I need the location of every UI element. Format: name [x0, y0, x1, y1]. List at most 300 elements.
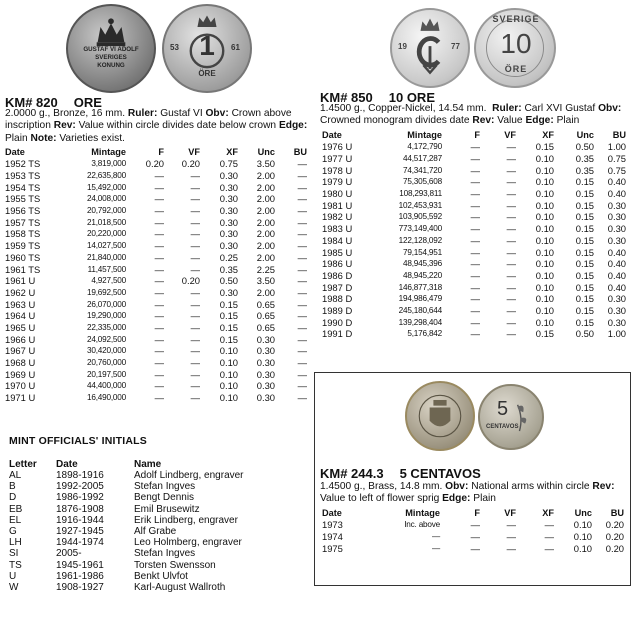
km244-obverse-coin [405, 381, 475, 451]
table-cell: — [470, 316, 480, 328]
table-cell: 0.35 [575, 164, 594, 176]
km820-note-label: Note: [30, 132, 57, 144]
table-cell: — [506, 328, 516, 340]
table-cell: — [470, 188, 480, 200]
column-header: BU [612, 130, 626, 140]
table-cell: 1989 D [322, 304, 353, 316]
table-cell: — [470, 234, 480, 246]
table-cell: — [544, 519, 554, 531]
table-cell: 15,492,000 [87, 182, 126, 192]
table-cell: 0.35 [219, 263, 238, 275]
table-cell: 2.25 [256, 263, 275, 275]
km820-edge-label: Edge: [278, 120, 308, 132]
table-cell: — [297, 158, 307, 170]
table-cell: Adolf Lindberg, engraver [134, 470, 244, 482]
table-cell: — [470, 542, 480, 554]
table-cell: — [506, 519, 516, 531]
table-row [322, 153, 626, 165]
table-cell: 0.10 [535, 211, 554, 223]
table-cell: 1971 U [5, 392, 36, 404]
table-cell: 0.15 [219, 298, 238, 310]
table-cell: — [154, 345, 164, 357]
table-cell: — [297, 298, 307, 310]
table-cell: 1958 TS [5, 228, 41, 240]
table-cell: — [506, 246, 516, 258]
km244-specs: 1.4500 g., Brass, 14.8 mm. [320, 481, 443, 492]
table-cell: 1954 TS [5, 181, 41, 193]
table-row [322, 293, 626, 305]
table-cell: — [470, 164, 480, 176]
table-cell: 194,986,479 [398, 294, 442, 304]
table-cell: 1978 U [322, 164, 353, 176]
km850-ruler-label: Ruler: [492, 103, 522, 114]
km244-edge-label: Edge: [442, 493, 471, 505]
table-cell: 21,018,500 [87, 217, 126, 227]
table-cell: 0.30 [607, 199, 626, 211]
table-row [322, 246, 626, 258]
table-cell: SI [9, 548, 19, 560]
km244-obv: National arms within circle [471, 481, 590, 492]
table-cell: — [544, 531, 554, 543]
table-cell: — [297, 321, 307, 333]
km850-ruler: Carl XVI Gustaf [524, 103, 596, 114]
table-cell: 3,819,000 [91, 159, 126, 169]
table-row [322, 235, 626, 247]
table-cell: — [154, 170, 164, 182]
table-cell: G [9, 526, 17, 538]
table-cell: — [470, 304, 480, 316]
table-cell: 0.10 [573, 519, 592, 531]
table-cell: 1985 U [322, 246, 353, 258]
table-cell: — [154, 298, 164, 310]
km850-specs: 1.4500 g., Copper-Nickel, 14.54 mm. [320, 103, 487, 114]
table-cell: 2.00 [256, 181, 275, 193]
column-header: BU [610, 508, 624, 518]
table-cell: 0.50 [575, 141, 594, 153]
table-cell: — [190, 240, 200, 252]
table-row [5, 333, 307, 345]
table-cell: 0.30 [256, 345, 275, 357]
table-cell: 75,305,608 [403, 177, 442, 187]
km850-obv-date-right: 77 [451, 42, 460, 51]
table-cell: — [506, 223, 516, 235]
table-cell: 0.10 [535, 258, 554, 270]
table-cell: 0.15 [575, 246, 594, 258]
km850-rev-label: Rev: [472, 115, 495, 127]
table-cell: — [190, 333, 200, 345]
table-cell: 1983 U [322, 223, 353, 235]
column-header: VF [504, 508, 516, 518]
table-cell: — [297, 263, 307, 275]
table-cell: 0.10 [573, 542, 592, 554]
table-row [9, 526, 289, 537]
table-cell: 0.30 [219, 181, 238, 193]
table-cell: 0.20 [181, 158, 200, 170]
table-cell: 0.10 [535, 281, 554, 293]
column-header: Mintage [91, 147, 126, 157]
table-row [9, 548, 289, 559]
national-arms-icon [407, 383, 473, 449]
table-cell: 2.00 [256, 251, 275, 263]
table-cell: 1987 D [322, 281, 353, 293]
table-cell: 245,180,644 [398, 305, 442, 315]
km850-edge: Plain [556, 115, 580, 127]
table-cell: — [297, 357, 307, 369]
table-cell: 14,027,500 [87, 241, 126, 251]
column-header: Date [322, 508, 342, 518]
table-cell: 1981 U [322, 199, 353, 211]
table-cell: 139,298,404 [398, 317, 442, 327]
table-cell: 44,400,000 [87, 381, 126, 391]
table-row [322, 199, 626, 211]
mint-officials-section [9, 435, 309, 447]
table-cell: 1.00 [607, 141, 626, 153]
table-cell: 0.75 [607, 153, 626, 165]
table-cell: 1973 [322, 519, 343, 531]
table-cell: 1968 U [5, 357, 36, 369]
table-row [5, 216, 307, 228]
table-cell: 0.15 [219, 321, 238, 333]
table-cell: — [297, 216, 307, 228]
table-cell: 0.30 [219, 170, 238, 182]
table-cell: — [506, 281, 516, 293]
table-cell: — [506, 141, 516, 153]
table-cell: 0.15 [219, 333, 238, 345]
table-cell: 1991 D [322, 328, 353, 340]
table-cell: 1959 TS [5, 240, 41, 252]
km850-number: KM# 850 [320, 90, 373, 105]
table-cell: — [154, 286, 164, 298]
table-cell: Karl-August Wallroth [134, 581, 226, 593]
table-cell: 1945-1961 [56, 559, 104, 571]
table-cell: 0.15 [575, 316, 594, 328]
table-cell: — [470, 141, 480, 153]
table-row [5, 158, 307, 170]
table-row [5, 310, 307, 322]
table-cell: 1975 [322, 542, 343, 554]
table-cell: 108,293,811 [399, 189, 442, 199]
table-row [5, 380, 307, 392]
table-cell: 20,220,000 [87, 229, 126, 239]
table-cell: — [190, 181, 200, 193]
table-cell: 1980 U [322, 188, 353, 200]
table-cell: 0.20 [605, 542, 624, 554]
column-header: F [474, 130, 480, 140]
table-cell: — [154, 263, 164, 275]
column-header: Date [322, 130, 342, 140]
table-cell: 1964 U [5, 310, 36, 322]
table-cell: 0.40 [607, 269, 626, 281]
table-cell: — [470, 281, 480, 293]
table-row [322, 519, 624, 531]
table-cell: EB [9, 503, 23, 515]
table-cell: 1986-1992 [56, 492, 104, 504]
table-cell: — [190, 216, 200, 228]
table-row [5, 263, 307, 275]
table-cell: Alf Grabe [134, 526, 177, 538]
km820-rev-date-right: 61 [231, 43, 240, 52]
table-cell: 0.10 [535, 164, 554, 176]
table-cell: — [506, 176, 516, 188]
table-cell: 1.00 [607, 328, 626, 340]
table-cell: 1876-1908 [56, 503, 104, 515]
km820-price-table [5, 146, 307, 403]
table-cell: — [154, 310, 164, 322]
table-row [322, 223, 626, 235]
table-cell: Benkt Ulvfot [134, 570, 188, 582]
table-cell: — [190, 193, 200, 205]
table-cell: — [506, 164, 516, 176]
table-cell: — [297, 333, 307, 345]
table-cell: 0.30 [256, 368, 275, 380]
table-cell: — [190, 345, 200, 357]
km244-edge: Plain [473, 493, 496, 505]
table-cell: 0.10 [535, 234, 554, 246]
table-cell: — [297, 181, 307, 193]
table-cell: 1898-1916 [56, 470, 104, 482]
table-cell: — [470, 223, 480, 235]
table-cell: 22,635,800 [87, 171, 126, 181]
table-row [9, 504, 289, 515]
table-cell: — [154, 275, 164, 287]
column-header: Mintage [405, 508, 440, 518]
table-cell: 1986 D [322, 269, 353, 281]
table-cell: 1944-1974 [56, 537, 104, 549]
table-cell: — [506, 531, 516, 543]
table-cell: 0.15 [575, 258, 594, 270]
table-cell: 0.15 [575, 281, 594, 293]
column-header: Date [5, 147, 25, 157]
table-cell: — [154, 368, 164, 380]
table-cell: 44,517,287 [403, 154, 442, 164]
table-row [322, 188, 626, 200]
km820-obv: Crown above inscription [5, 108, 292, 132]
table-cell: — [297, 205, 307, 217]
table-cell: D [9, 492, 17, 504]
table-cell: 1970 U [5, 380, 36, 392]
table-cell: 2.00 [256, 205, 275, 217]
table-cell: — [506, 258, 516, 270]
table-cell: 1984 U [322, 234, 353, 246]
table-cell: 48,945,220 [403, 270, 442, 280]
table-cell: 1961 TS [5, 263, 41, 275]
table-cell: 0.10 [535, 176, 554, 188]
column-header: VF [504, 130, 516, 140]
table-cell: — [297, 170, 307, 182]
table-cell: — [470, 269, 480, 281]
km820-obv-label: Obv: [205, 108, 229, 119]
table-cell: — [506, 153, 516, 165]
km850-rev-top: SVERIGE [492, 14, 540, 24]
table-cell: — [297, 228, 307, 240]
table-row [5, 170, 307, 182]
table-cell: 1992-2005 [56, 481, 104, 493]
table-cell: 0.10 [535, 153, 554, 165]
table-row [5, 392, 307, 404]
table-cell: 1982 U [322, 211, 353, 223]
table-cell: Stefan Ingves [134, 481, 196, 493]
table-cell: 102,453,931 [398, 200, 442, 210]
table-cell: 0.10 [535, 223, 554, 235]
table-cell: — [190, 321, 200, 333]
column-header: VF [188, 147, 200, 157]
table-cell: AL [9, 470, 22, 482]
table-cell: 0.15 [575, 199, 594, 211]
table-cell: — [297, 392, 307, 404]
table-cell: — [154, 333, 164, 345]
table-cell: — [154, 240, 164, 252]
table-cell: — [506, 293, 516, 305]
table-header [5, 146, 307, 158]
table-row [322, 176, 626, 188]
table-cell: 0.30 [256, 333, 275, 345]
table-cell: — [190, 298, 200, 310]
table-cell: — [470, 176, 480, 188]
table-cell: 0.40 [607, 176, 626, 188]
table-cell: — [470, 153, 480, 165]
table-cell: 1927-1945 [56, 526, 104, 538]
table-cell: 0.30 [219, 205, 238, 217]
km820-rev-label: Rev: [53, 120, 76, 132]
km850-obv-label: Obv: [598, 103, 622, 114]
table-cell: 0.40 [607, 188, 626, 200]
table-row [322, 328, 626, 340]
table-cell: 0.30 [607, 304, 626, 316]
table-cell: — [297, 380, 307, 392]
table-cell: 2.00 [256, 170, 275, 182]
table-cell: — [154, 205, 164, 217]
table-cell: 0.30 [256, 380, 275, 392]
table-row [322, 542, 624, 554]
table-cell: Leo Holmberg, engraver [134, 537, 242, 549]
table-cell: 26,070,000 [87, 299, 126, 309]
km820-title: ORE [73, 95, 102, 110]
table-cell: 1967 U [5, 345, 36, 357]
table-cell: 0.15 [575, 234, 594, 246]
table-row [5, 287, 307, 299]
table-cell: 20,792,000 [87, 206, 126, 216]
table-cell: B [9, 481, 16, 493]
column-header: Unc [576, 130, 594, 140]
table-cell: 0.15 [535, 141, 554, 153]
table-cell: 0.10 [219, 368, 238, 380]
table-cell: 1962 U [5, 286, 36, 298]
table-cell: 0.30 [256, 392, 275, 404]
table-cell: 20,197,500 [87, 369, 126, 379]
table-cell: Stefan Ingves [134, 548, 196, 560]
table-cell: 0.20 [605, 519, 624, 531]
table-cell: — [190, 368, 200, 380]
table-cell: 0.20 [605, 531, 624, 543]
table-cell: 2.00 [256, 193, 275, 205]
km244-number: KM# 244.3 [320, 466, 384, 481]
table-cell: 0.30 [219, 216, 238, 228]
table-cell: 79,154,951 [403, 247, 442, 257]
table-cell: — [506, 234, 516, 246]
table-cell: — [470, 246, 480, 258]
table-row [322, 164, 626, 176]
table-cell: 19,692,500 [87, 287, 126, 297]
table-cell: 0.10 [535, 199, 554, 211]
km850-description [320, 103, 632, 128]
table-cell: 20,760,000 [87, 358, 126, 368]
table-cell: — [190, 392, 200, 404]
table-cell: — [297, 193, 307, 205]
table-cell: 1969 U [5, 368, 36, 380]
table-cell: 0.30 [219, 286, 238, 298]
table-cell: 1961-1986 [56, 570, 104, 582]
table-cell: — [297, 310, 307, 322]
table-cell: 0.30 [607, 316, 626, 328]
table-cell: 0.20 [181, 275, 200, 287]
km820-description [5, 108, 311, 145]
table-row [322, 258, 626, 270]
table-cell: — [506, 542, 516, 554]
table-cell: 0.10 [535, 188, 554, 200]
table-row [322, 270, 626, 282]
table-cell: — [506, 211, 516, 223]
mint-officials-table [9, 459, 289, 593]
km244-rev-unit: CENTAVOS [486, 424, 519, 430]
column-header: XF [542, 508, 554, 518]
km820-note: Varieties exist. [59, 132, 125, 144]
table-cell: — [190, 170, 200, 182]
km820-obv-line-3: KONUNG [97, 62, 125, 69]
table-cell: Erik Lindberg, engraver [134, 514, 238, 526]
table-row [322, 141, 626, 153]
table-cell: 4,172,790 [407, 142, 442, 152]
table-cell: 0.10 [535, 293, 554, 305]
column-header: F [474, 508, 480, 518]
table-row [322, 531, 624, 543]
table-cell: Torsten Swensson [134, 559, 216, 571]
table-cell: 19,290,000 [87, 311, 126, 321]
column-header: Unc [257, 147, 275, 157]
table-cell: — [190, 263, 200, 275]
table-cell: — [154, 228, 164, 240]
table-cell: 0.10 [535, 246, 554, 258]
table-cell: 1908-1927 [56, 581, 104, 593]
table-cell: 0.15 [219, 310, 238, 322]
table-cell: 0.25 [219, 251, 238, 263]
table-cell: 0.35 [575, 153, 594, 165]
table-cell: 0.15 [575, 269, 594, 281]
table-cell: 0.30 [219, 228, 238, 240]
table-cell: 0.15 [575, 293, 594, 305]
table-cell: 24,092,500 [87, 334, 126, 344]
km820-obv-line-1: GUSTAF VI ADOLF [83, 46, 139, 53]
table-cell: — [154, 193, 164, 205]
table-row [5, 275, 307, 287]
km244-rev-label: Rev: [592, 481, 615, 492]
table-cell: 0.30 [256, 357, 275, 369]
table-cell: — [506, 304, 516, 316]
km850-price-table [322, 129, 626, 340]
km850-obv: Crowned monogram divides date [320, 115, 470, 127]
table-cell: 146,877,318 [398, 282, 442, 292]
table-cell: — [506, 188, 516, 200]
table-row [9, 481, 289, 492]
table-cell: — [297, 275, 307, 287]
table-cell: 48,945,396 [403, 259, 442, 269]
table-cell: 0.65 [256, 310, 275, 322]
km820-rev-unit: ÖRE [198, 69, 216, 78]
table-cell: 1916-1944 [56, 514, 104, 526]
table-cell: — [154, 181, 164, 193]
table-cell: — [470, 211, 480, 223]
table-cell: 0.30 [607, 211, 626, 223]
table-cell: 0.30 [607, 234, 626, 246]
